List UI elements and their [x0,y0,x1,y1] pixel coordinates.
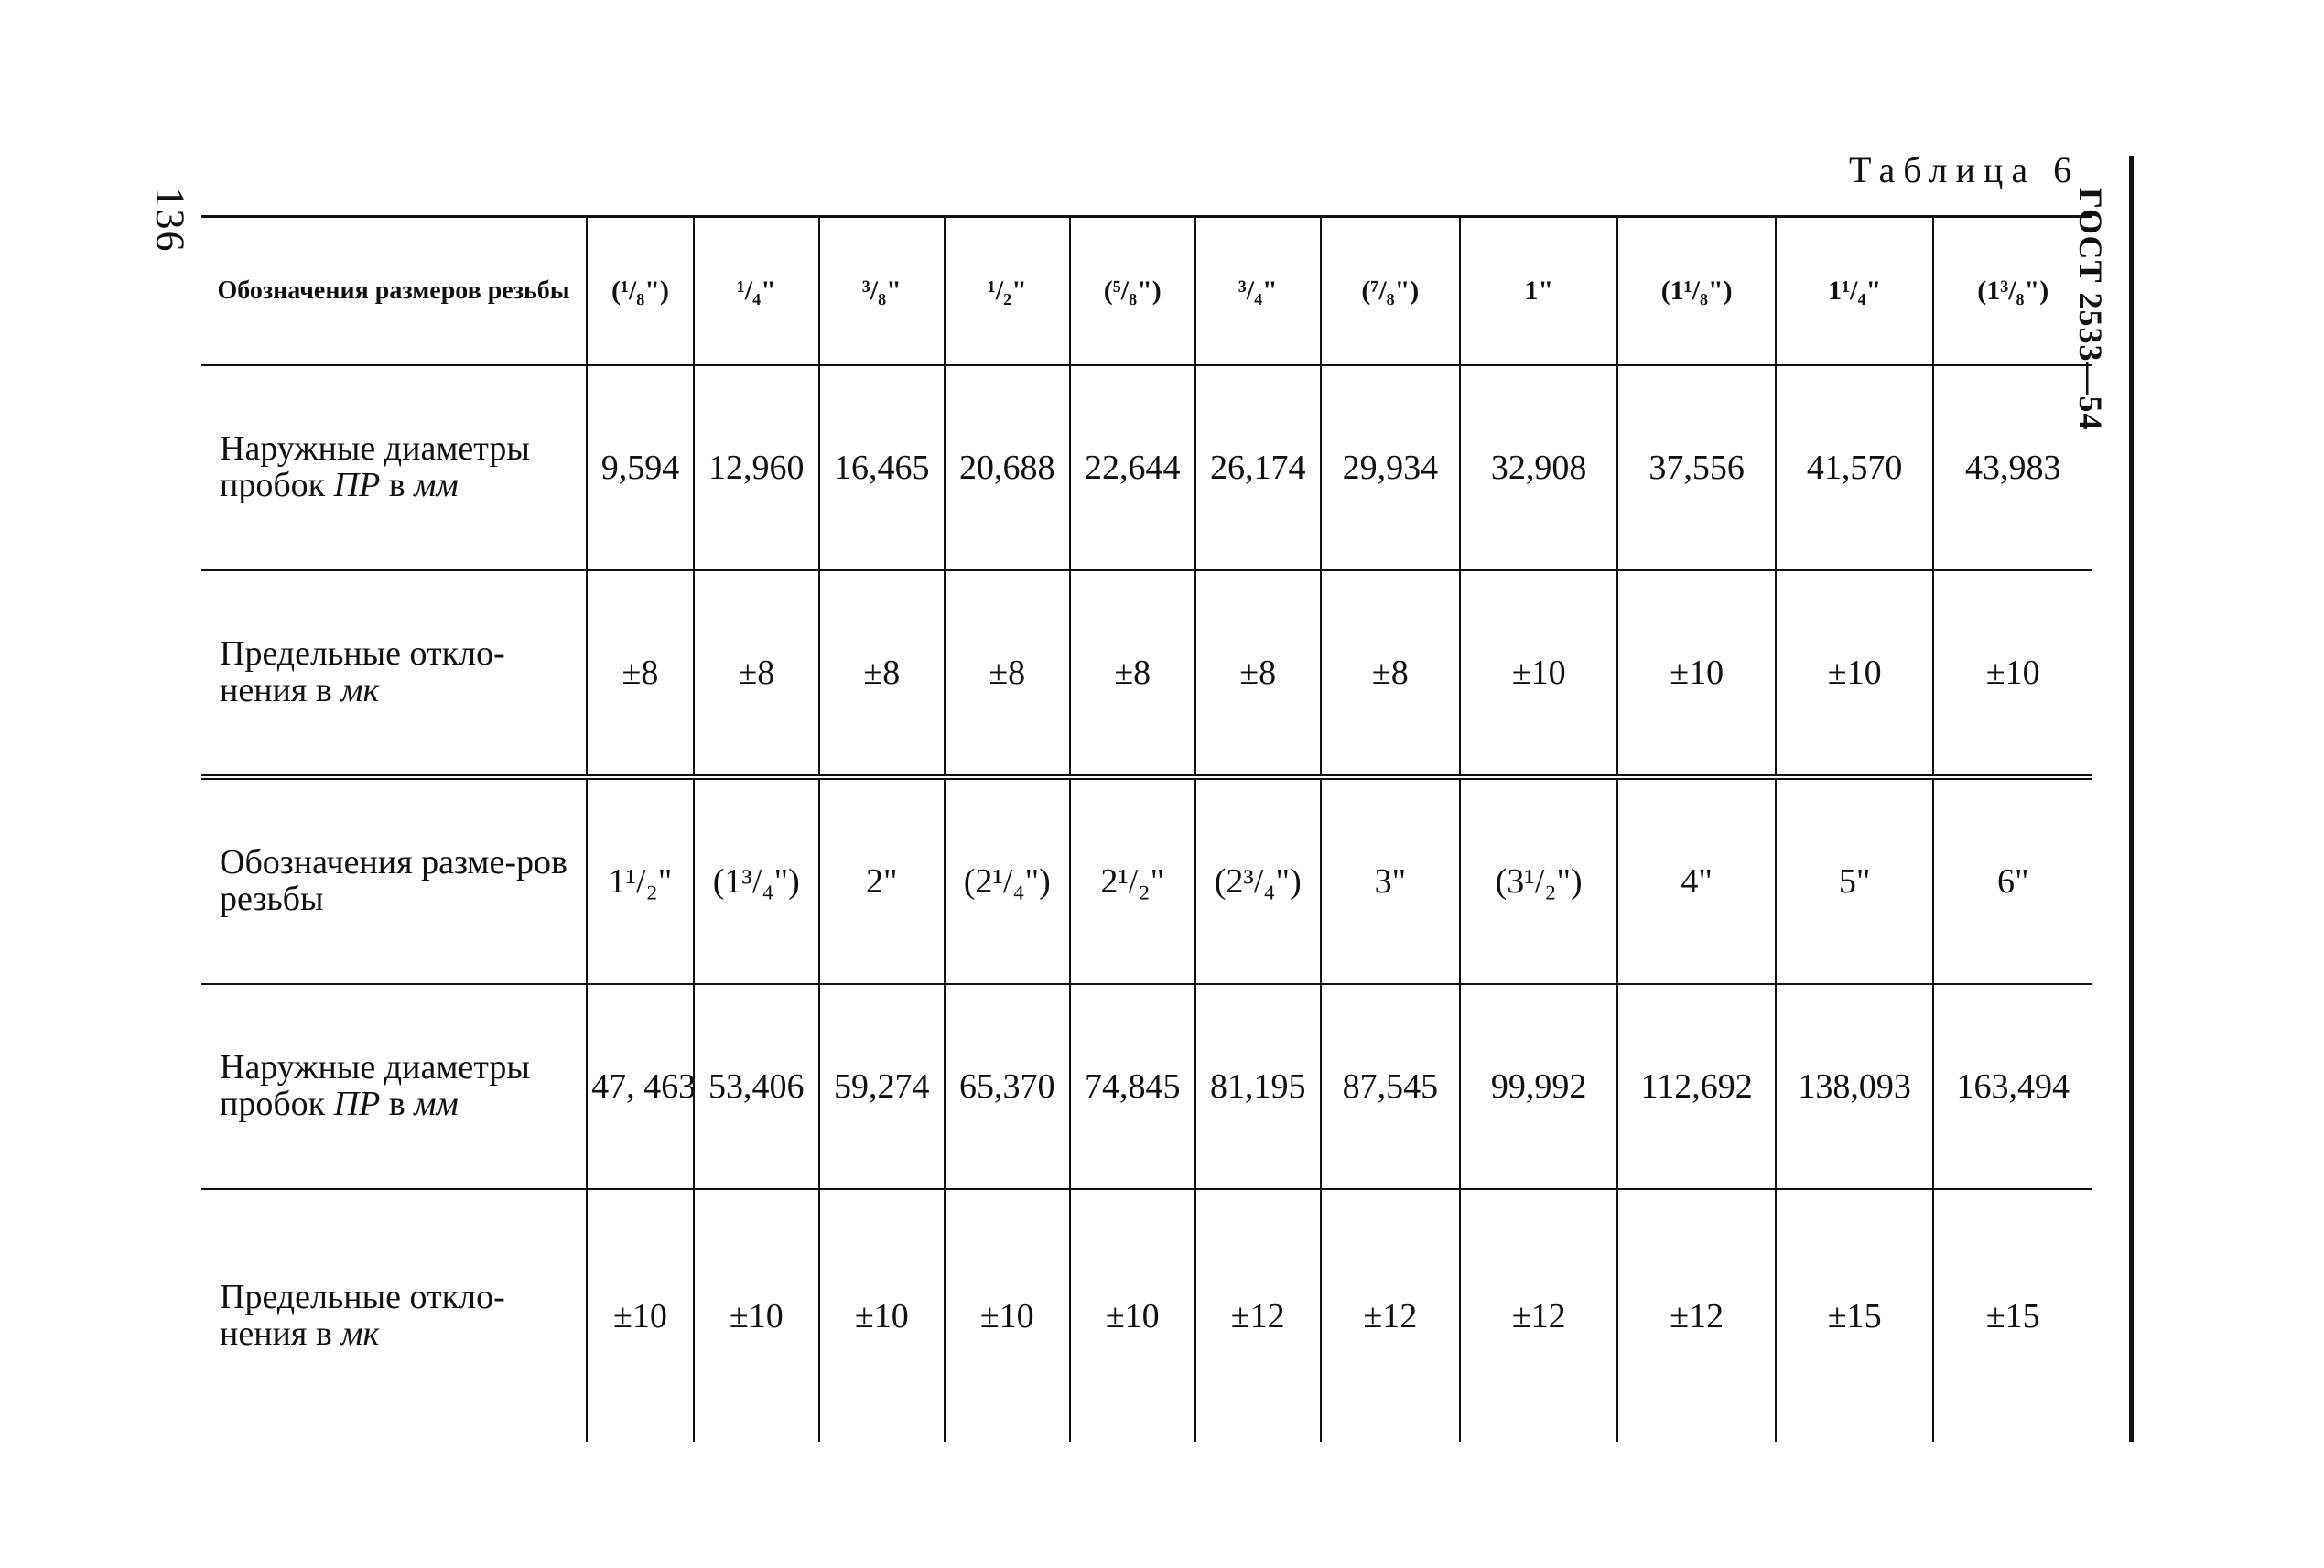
deviation-cell: ±10 [819,1189,945,1442]
row-label: Предельные откло-нения в мк [201,570,587,777]
size-cell: ¹/₂" [945,217,1070,366]
size-cell: (2¹/₄") [945,777,1070,984]
diameter-cell: 47, 463 [587,984,694,1189]
size-cell: 2¹/₂" [1070,777,1195,984]
deviation-cell: ±10 [1460,570,1618,777]
diameter-cell: 20,688 [945,365,1070,570]
diameter-cell: 59,274 [819,984,945,1189]
deviation-cell: ±10 [1617,570,1776,777]
deviation-cell: ±8 [587,570,694,777]
size-cell: (1³/₈") [1933,217,2092,366]
diameter-cell: 9,594 [587,365,694,570]
table-row [201,984,2092,1189]
size-cell: 1¹/₄" [1776,217,1934,366]
size-cell: (1¹/₈") [1617,217,1776,366]
deviation-cell: ±8 [945,570,1070,777]
deviation-cell: ±15 [1776,1189,1934,1442]
size-cell: (2³/₄") [1195,777,1321,984]
deviation-cell: ±10 [1933,570,2092,777]
size-cell: 6" [1933,777,2092,984]
diameter-cell: 12,960 [694,365,819,570]
size-cell: 1" [1460,217,1618,366]
size-cell: ¹/₄" [694,217,819,366]
size-cell: 1¹/₂" [587,777,694,984]
size-cell: 4" [1617,777,1776,984]
deviation-cell: ±8 [819,570,945,777]
deviation-cell: ±10 [587,1189,694,1442]
row-label: Наружные диаметры пробок ПР в мм [201,365,587,570]
diameter-cell: 37,556 [1617,365,1776,570]
diameter-cell: 26,174 [1195,365,1321,570]
diameter-cell: 81,195 [1195,984,1321,1189]
diameter-cell: 22,644 [1070,365,1195,570]
row-label: Обозначения размеров резьбы [201,217,587,366]
deviation-cell: ±12 [1617,1189,1776,1442]
deviation-cell: ±10 [1070,1189,1195,1442]
diameter-cell: 74,845 [1070,984,1195,1189]
table-row [201,217,2092,366]
size-cell: (1³/₄") [694,777,819,984]
size-cell: 5" [1776,777,1934,984]
table-row [201,777,2092,984]
table-caption: Таблица 6 [1849,149,2081,190]
size-cell: (3¹/₂") [1460,777,1618,984]
diameter-cell: 32,908 [1460,365,1618,570]
diameter-cell: 65,370 [945,984,1070,1189]
diameter-cell: 29,934 [1321,365,1460,570]
size-cell: 3" [1321,777,1460,984]
diameter-cell: 112,692 [1617,984,1776,1189]
diameter-cell: 163,494 [1933,984,2092,1189]
row-label: Наружные диаметры пробок ПР в мм [201,984,587,1189]
diameter-cell: 43,983 [1933,365,2092,570]
diameter-cell: 138,093 [1776,984,1934,1189]
deviation-cell: ±12 [1460,1189,1618,1442]
table-row [201,365,2092,570]
size-cell: ³/₈" [819,217,945,366]
deviation-cell: ±8 [1070,570,1195,777]
size-cell: ³/₄" [1195,217,1321,366]
thread-table [201,215,2092,1442]
deviation-cell: ±8 [694,570,819,777]
size-cell: (¹/₈") [587,217,694,366]
row-label: Предельные откло-нения в мк [201,1189,587,1442]
deviation-cell: ±10 [1776,570,1934,777]
diameter-cell: 87,545 [1321,984,1460,1189]
deviation-cell: ±12 [1195,1189,1321,1442]
size-cell: 2" [819,777,945,984]
diameter-cell: 16,465 [819,365,945,570]
table-row [201,1189,2092,1442]
size-cell: (⁷/₈") [1321,217,1460,366]
diameter-cell: 53,406 [694,984,819,1189]
page-number: 136 [147,187,193,254]
table-row [201,570,2092,777]
row-label: Обозначения разме-ров резьбы [201,777,587,984]
deviation-cell: ±15 [1933,1189,2092,1442]
deviation-cell: ±10 [694,1189,819,1442]
deviation-cell: ±8 [1195,570,1321,777]
side-rule [2129,156,2134,1442]
size-cell: (⁵/₈") [1070,217,1195,366]
deviation-cell: ±12 [1321,1189,1460,1442]
diameter-cell: 41,570 [1776,365,1934,570]
deviation-cell: ±10 [945,1189,1070,1442]
standard-label: ГОСТ 2533—54 [2072,188,2109,431]
deviation-cell: ±8 [1321,570,1460,777]
diameter-cell: 99,992 [1460,984,1618,1189]
